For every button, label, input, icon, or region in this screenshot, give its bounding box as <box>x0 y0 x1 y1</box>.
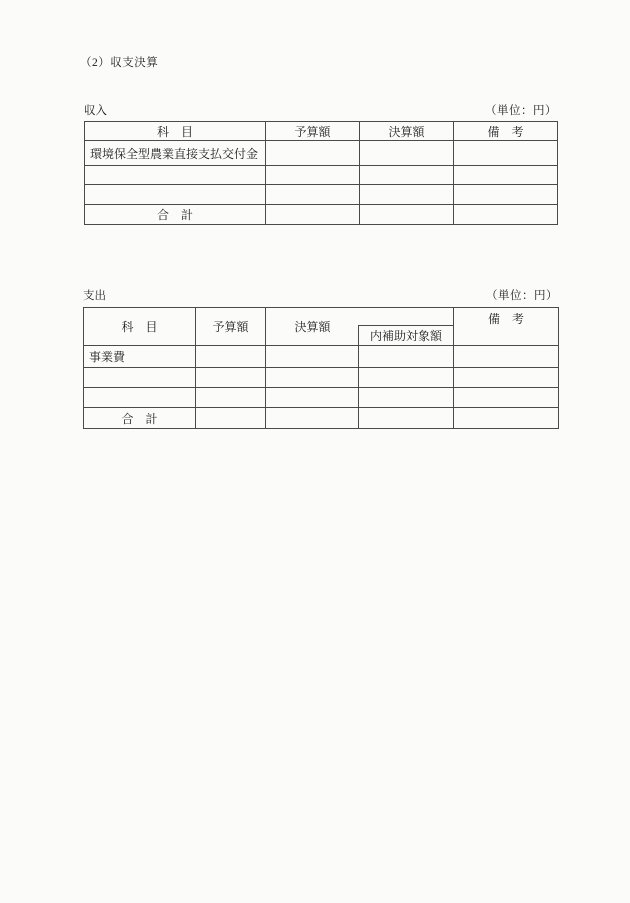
expense-header-note: 備 考 <box>454 308 559 346</box>
expense-row-1-budget <box>196 346 266 368</box>
income-unit-label: （単位：円） <box>485 105 557 117</box>
income-header-settlement: 決算額 <box>360 122 454 141</box>
expense-total-budget <box>196 408 266 429</box>
income-row-2-note <box>454 166 558 185</box>
income-row-3-note <box>454 185 558 205</box>
expense-total-note <box>454 408 559 429</box>
income-row-2 <box>85 166 558 185</box>
expense-header-budget: 予算額 <box>196 308 266 346</box>
income-row-2-settlement <box>360 166 454 185</box>
expense-row-1-note <box>454 346 559 368</box>
expense-total-settlement-sub <box>359 408 454 429</box>
expense-row-3 <box>84 388 559 408</box>
expense-caption-row <box>83 287 558 303</box>
income-header-subject: 科 目 <box>85 122 266 141</box>
expense-row-1-subject: 事業費 <box>84 346 196 368</box>
income-row-1 <box>85 141 558 166</box>
expense-row-3-settlement-sub <box>359 388 454 408</box>
expense-row-2-subject <box>84 368 196 388</box>
section-title: （2）収支決算 <box>80 57 159 69</box>
income-caption-row <box>84 102 557 118</box>
expense-row-2-settlement-sub <box>359 368 454 388</box>
expense-unit-label: （単位：円） <box>486 290 558 302</box>
expense-header-subject: 科 目 <box>84 308 196 346</box>
expense-total-row <box>84 408 559 429</box>
income-row-3 <box>85 185 558 205</box>
income-row-1-settlement <box>360 141 454 166</box>
income-header-row <box>85 122 558 141</box>
income-total-row <box>85 205 558 225</box>
income-table <box>84 121 558 225</box>
expense-row-3-budget <box>196 388 266 408</box>
expense-total-label: 合 計 <box>84 408 196 429</box>
income-row-3-budget <box>266 185 360 205</box>
settlement-header-area <box>266 308 453 345</box>
expense-row-3-subject <box>84 388 196 408</box>
income-total-budget <box>266 205 360 225</box>
income-row-2-subject <box>85 166 266 185</box>
expense-row-2-settlement <box>266 368 359 388</box>
expense-row-1 <box>84 346 559 368</box>
expense-row-1-settlement-sub <box>359 346 454 368</box>
income-header-budget: 予算額 <box>266 122 360 141</box>
expense-row-2 <box>84 368 559 388</box>
expense-row-3-note <box>454 388 559 408</box>
expense-row-2-note <box>454 368 559 388</box>
income-row-1-budget <box>266 141 360 166</box>
expense-label: 支出 <box>83 290 106 302</box>
expense-row-3-settlement <box>266 388 359 408</box>
expense-table <box>83 307 559 429</box>
income-total-note <box>454 205 558 225</box>
expense-header-settlement-group <box>266 308 454 346</box>
expense-header-row <box>84 308 559 346</box>
income-row-1-note <box>454 141 558 166</box>
expense-total-settlement <box>266 408 359 429</box>
income-label: 収入 <box>84 105 107 117</box>
income-header-note: 備 考 <box>454 122 558 141</box>
income-row-3-subject <box>85 185 266 205</box>
expense-header-settlement-sub: 内補助対象額 <box>358 325 453 345</box>
expense-row-2-budget <box>196 368 266 388</box>
income-row-2-budget <box>266 166 360 185</box>
income-row-3-settlement <box>360 185 454 205</box>
income-total-label: 合 計 <box>85 205 266 225</box>
expense-header-settlement: 決算額 <box>294 320 331 334</box>
income-total-settlement <box>360 205 454 225</box>
expense-row-1-settlement <box>266 346 359 368</box>
income-row-1-subject: 環境保全型農業直接支払交付金 <box>85 141 266 166</box>
